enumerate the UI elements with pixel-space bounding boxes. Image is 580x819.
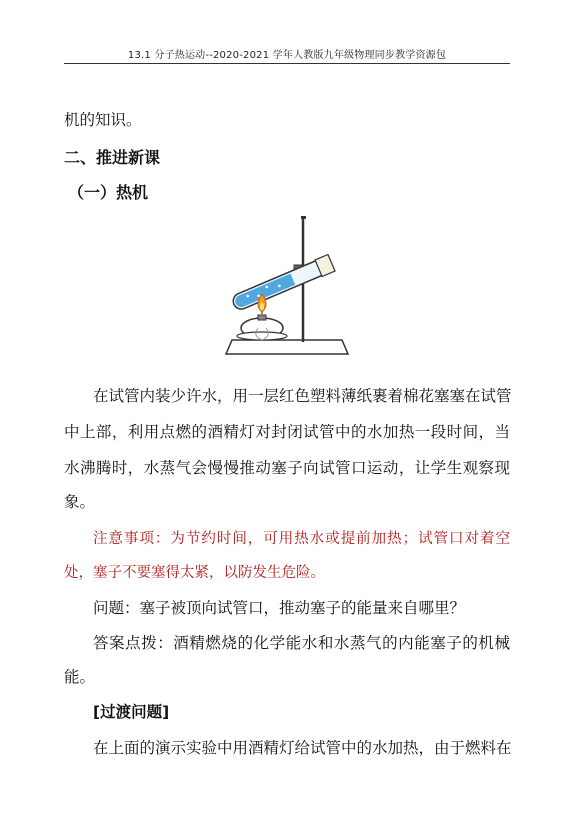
- paragraph-line: 在上面的演示实验中用酒精灯给试管中的水加热，由于燃料在: [93, 739, 512, 757]
- header-divider: [64, 63, 510, 64]
- note-line: 处，塞子不要塞得太紧，以防发生危险。: [64, 565, 325, 581]
- section-title: 二、推进新课: [64, 148, 161, 167]
- test-tube-heating-apparatus-icon: [224, 214, 358, 364]
- transition-heading: [过渡问题]: [93, 703, 170, 721]
- paragraph-line: 在试管内装少许水，用一层红色塑料薄纸裹着棉花塞塞在试管: [93, 387, 512, 405]
- paragraph-line: 中上部，利用点燃的酒精灯对封闭试管中的水加热一段时间，当: [64, 423, 510, 441]
- note-line: 注意事项：为节约时间，可用热水或提前加热；试管口对着空: [93, 531, 510, 547]
- paragraph-line: 象。: [64, 493, 96, 511]
- answer-line: 能。: [64, 668, 96, 686]
- page-header: 13.1 分子热运动--2020-2021 学年人教版九年级物理同步教学资源包: [127, 50, 447, 61]
- answer-line: 答案点拨：酒精燃烧的化学能水和水蒸气的内能塞子的机械: [93, 634, 510, 652]
- question-line: 问题：塞子被顶向试管口，推动塞子的能量来自哪里？: [93, 599, 466, 617]
- subsection-title: （一）热机: [68, 183, 149, 202]
- body-text-line: 机的知识。: [64, 111, 142, 129]
- paragraph-line: 水沸腾时，水蒸气会慢慢推动塞子向试管口运动，让学生观察现: [64, 459, 510, 477]
